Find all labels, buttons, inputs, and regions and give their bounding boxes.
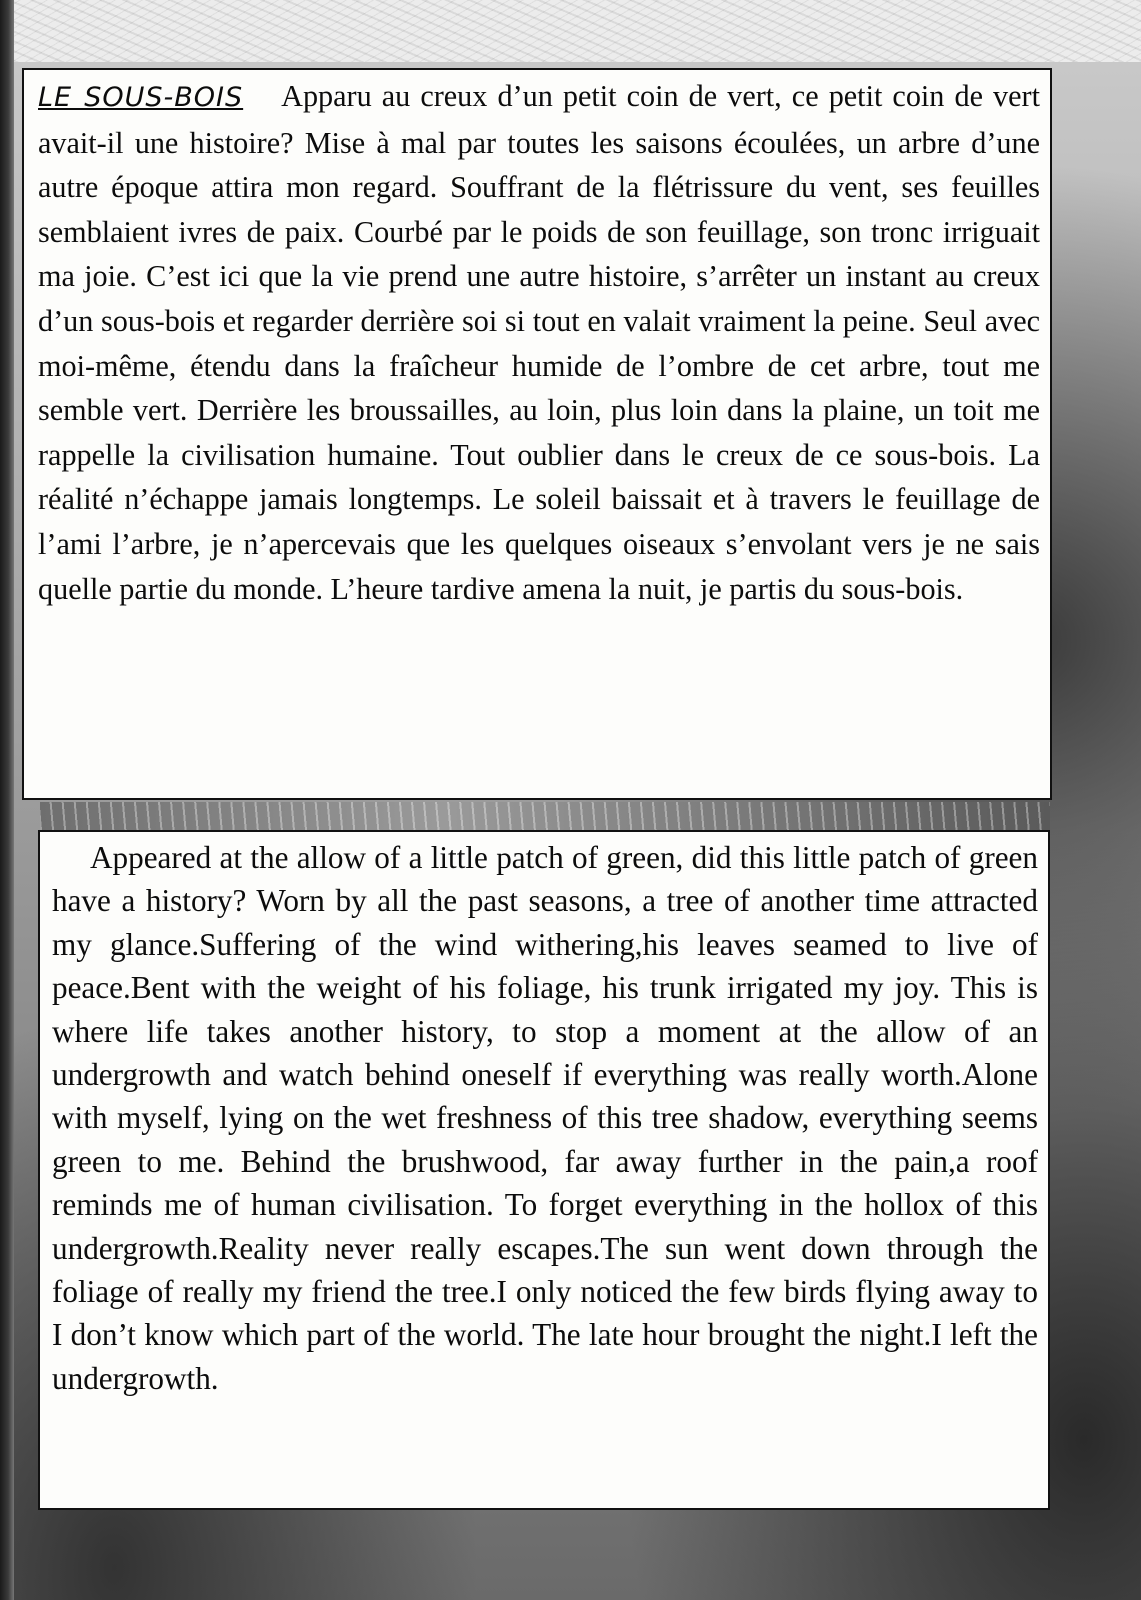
scan-top-margin: [14, 0, 1141, 62]
english-text-panel: [38, 830, 1050, 1510]
english-paragraph: Appeared at the allow of a little patch of green, did this little patch of green have a history? Worn by all the past seasons, a tree of another time attracted my glance.Suffering of the wind withering,his leaves seamed to live of peace.Bent with the weight of his foliage, his trunk irrigated my joy. This is where life takes another history, to stop a moment at the allow of an undergrowth and watch behind oneself if everything was really worth.Alone with myself, lying on the wet freshness of this tree shadow, everything seems green to me. Behind the brushwood, far away further in the pain,a roof reminds me of human civilisation. To forget everything in the hollox of this undergrowth.Reality never really escapes.The sun went down through the foliage of really my friend the tree.I only noticed the few birds flying away to I don’t know which part of the world. The late hour brought the night.I left the undergrowth.: [52, 840, 1038, 1396]
french-text-panel: [22, 68, 1052, 800]
article-heading: LE SOUS-BOIS: [38, 82, 244, 113]
panel-separator: [40, 802, 1050, 830]
scan-left-edge: [0, 0, 14, 1600]
french-paragraph: Apparu au creux d’un petit coin de vert, ce petit coin de vert avait-il une histoire? Mise à mal par toutes les saisons écoulées, un arbre d’une autre époque attira mon regard. Souffrant de la flétrissure du vent, ses feuilles semblaient ivres de paix. Courbé par le poids de son feuillage, son tronc irriguait ma joie. C’est ici que la vie prend une autre histoire, s’arrêter un instant au creux d’un sous-bois et regarder derrière soi si tout en valait vraiment la peine. Seul avec moi-même, étendu dans la fraîcheur humide de l’ombre de cet arbre, tout me semble vert. Derrière les broussailles, au loin, plus loin dans la plaine, un toit me rappelle la civilisation humaine. Tout oublier dans le creux de ce sous-bois. La réalité n’échappe jamais longtemps. Le soleil baissait et à travers le feuillage de l’ami l’arbre, je n’apercevais que les quelques oiseaux s’envolant vers je ne sais quelle partie du monde. L’heure tardive amena la nuit, je partis du sous-bois.: [38, 79, 1040, 606]
